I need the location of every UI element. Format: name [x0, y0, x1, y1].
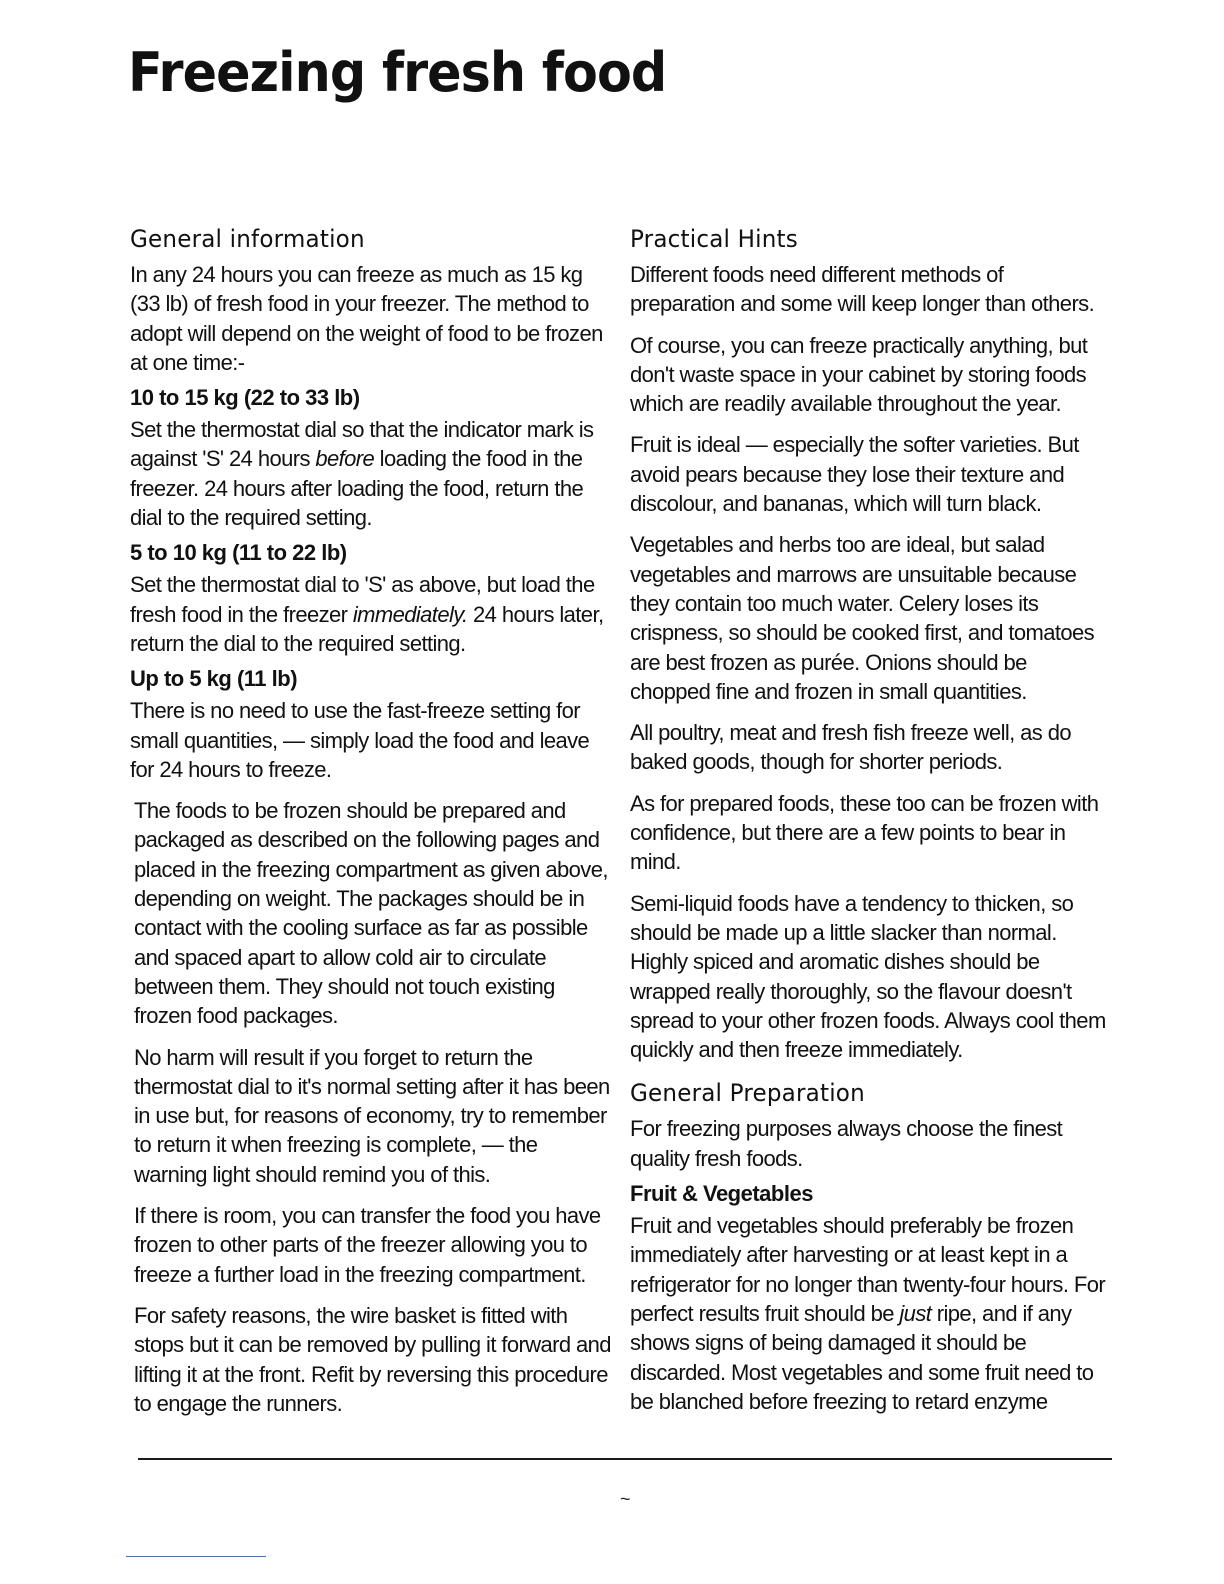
- text-segment: Set the thermostat dial to 'S' as above, but load the fresh food in the freezer: [130, 572, 595, 627]
- paragraph-10-to-15-kg: [130, 415, 614, 532]
- hint-paragraph: Semi-liquid foods have a tendency to thicken, so should be made up a little slacker than normal. Highly spiced and aromatic dishes should be wrapped really thoroughly, so the flavour doesn't spread to your other frozen foods. Always cool them quickly and then freeze immediately.: [630, 890, 1106, 1063]
- paragraph-transfer: If there is room, you can transfer the food you have frozen to other parts of the freezer allowing you to freeze a further load in the freezing compartment.: [134, 1203, 601, 1287]
- hint-paragraph: Vegetables and herbs too are ideal, but salad vegetables and marrows are unsuitable because they contain too much water. Celery loses its crispness, so should be cooked first, and tomatoes are best frozen as purée. Onions should be chopped fine and frozen in small quantities.: [630, 532, 1095, 704]
- paragraph-no-harm: No harm will result if you forget to return the thermostat dial to it's normal setting after it has been in use but, for reasons of economy, try to remember to return it when freezing is complete, — the warning light should remind you of this.: [134, 1044, 610, 1187]
- subheading-up-to-5-kg: Up to 5 kg (11 lb): [130, 666, 298, 692]
- fruit-vegetables-heading: Fruit & Vegetables: [630, 1181, 813, 1207]
- general-information-heading: General information: [130, 225, 365, 253]
- hint-paragraph: Fruit is ideal — especially the softer varieties. But avoid pears because they lose their texture and discolour, and bananas, which will turn black.: [630, 432, 1079, 517]
- practical-hints-heading: Practical Hints: [630, 225, 798, 253]
- emphasis-text: just: [899, 1300, 932, 1326]
- page-mark: ~: [620, 1489, 631, 1509]
- emphasis-text: before: [315, 446, 375, 472]
- paragraph-up-to-5-kg: There is no need to use the fast-freeze setting for small quantities, — simply load the food and leave for 24 hours to freeze.: [130, 698, 590, 782]
- emphasis-text: immediately.: [352, 601, 468, 627]
- hint-paragraph: Of course, you can freeze practically anything, but don't waste space in your cabinet by storing foods which are readily available throughout the year.: [630, 332, 1088, 417]
- general-information-intro: In any 24 hours you can freeze as much as 15 kg (33 lb) of fresh food in your freezer. The method to adopt will depend on the weight of food to be frozen at one time:-: [130, 262, 603, 375]
- fruit-vegetables-paragraph: [630, 1211, 1110, 1416]
- left-column: [130, 222, 614, 1430]
- paragraph-packaging: The foods to be frozen should be prepared and packaged as described on the following pages and placed in the freezing compartment as given above, depending on weight. The packages should be in contact with the cooling surface as far as possible and spaced apart to allow cold air to circulate between them. They should not touch existing frozen food packages.: [134, 798, 608, 1029]
- subheading-5-to-10-kg: 5 to 10 kg (11 to 22 lb): [130, 540, 347, 566]
- left-body-paragraphs: [134, 796, 614, 1418]
- footer-rule: [138, 1458, 1112, 1460]
- hint-paragraph: Different foods need different methods of preparation and some will keep longer than others.: [630, 262, 1095, 317]
- page-title: Freezing fresh food: [128, 41, 667, 104]
- hint-paragraph: All poultry, meat and fresh fish freeze well, as do baked goods, though for shorter periods.: [630, 720, 1071, 775]
- hint-paragraph: As for prepared foods, these too can be frozen with confidence, but there are a few points to bear in mind.: [630, 790, 1099, 875]
- general-preparation-heading: General Preparation: [630, 1079, 865, 1108]
- text-segment: Set the thermostat dial so that the indicator mark is against 'S' 24 hours: [130, 417, 594, 472]
- paragraph-5-to-10-kg: [130, 570, 614, 658]
- general-preparation-intro: For freezing purposes always choose the finest quality fresh foods.: [630, 1116, 1063, 1171]
- text-segment: 24 hours later, return the dial to the required setting.: [130, 601, 604, 656]
- text-segment: Fruit and vegetables should preferably be frozen immediately after harvesting or at least kept in a refrigerator for no longer than twenty-four hours. For perfect results fruit should be: [630, 1213, 1106, 1326]
- subheading-10-to-15-kg: 10 to 15 kg (22 to 33 lb): [130, 385, 360, 411]
- paragraph-safety: For safety reasons, the wire basket is fitted with stops but it can be removed by pulling it forward and lifting it at the front. Refit by reversing this procedure to engage the runners.: [134, 1302, 611, 1416]
- text-segment: ripe, and if any shows signs of being damaged it should be discarded. Most vegetables and some fruit need to be blanched before freezing to retard enzyme: [630, 1300, 1094, 1414]
- bottom-edge-line: [126, 1556, 266, 1557]
- text-segment: loading the food in the freezer. 24 hours after loading the food, return the dial to the required setting.: [130, 446, 584, 531]
- right-column: [630, 222, 1110, 1428]
